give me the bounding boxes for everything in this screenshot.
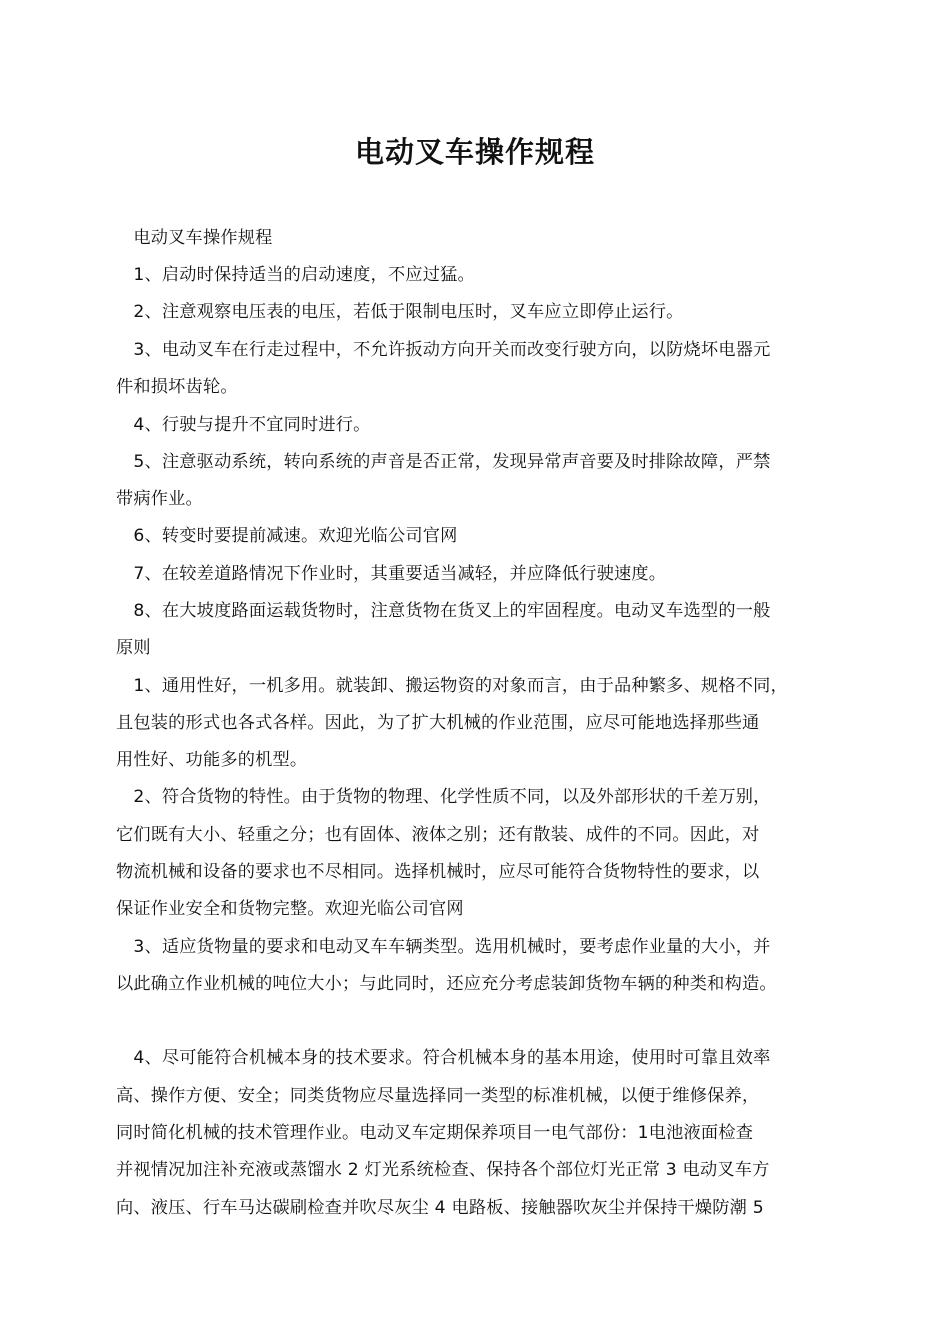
body-line: 件和损坏齿轮。 [116,377,238,397]
body-line: 电动叉车操作规程 [116,228,273,248]
body-line: 7、在较差道路情况下作业时，其重要适当减轻，并应降低行驶速度。 [116,564,667,584]
body-line: 向、液压、行车马达碳刷检查并吹尽灰尘 4 电路板、接触器吹灰尘并保持干燥防潮 5 [116,1198,764,1218]
body-line: 高、操作方便、安全；同类货物应尽量选择同一类型的标准机械，以便于维修保养， [116,1086,760,1106]
body-line: 2、注意观察电压表的电压，若低于限制电压时，叉车应立即停止运行。 [116,302,684,322]
body-line: 6、转变时要提前减速。欢迎光临公司官网 [116,526,458,546]
body-line: 并视情况加注补充液或蒸馏水 2 灯光系统检查、保持各个部位灯光正常 3 电动叉车方 [116,1160,770,1180]
body-line: 原则 [116,638,151,658]
body-line: 1、通用性好，一机多用。就装卸、搬运物资的对象而言，由于品种繁多、规格不同， [116,676,788,696]
document-title: 电动叉车操作规程 [354,135,595,169]
body-line: 4、行驶与提升不宜同时进行。 [116,415,371,435]
body-line: 8、在大坡度路面运载货物时，注意货物在货叉上的牢固程度。电动叉车选型的一般 [116,601,771,621]
body-line: 它们既有大小、轻重之分；也有固体、液体之别；还有散装、成件的不同。因此，对 [116,825,760,845]
body-line: 3、电动叉车在行走过程中，不允许扳动方向开关而改变行驶方向，以防烧坏电器元 [116,340,771,360]
body-line: 5、注意驱动系统，转向系统的声音是否正常，发现异常声音要及时排除故障，严禁 [116,452,771,472]
body-line: 4、尽可能符合机械本身的技术要求。符合机械本身的基本用途，使用时可靠且效率 [116,1048,771,1068]
body-line: 3、适应货物量的要求和电动叉车车辆类型。选用机械时，要考虑作业量的大小，并 [116,937,771,957]
body-line: 且包装的形式也各式各样。因此，为了扩大机械的作业范围，应尽可能地选择那些通 [116,713,760,733]
body-line: 以此确立作业机械的吨位大小；与此同时，还应充分考虑装卸货物车辆的种类和构造。 [116,974,777,994]
body-line: 2、符合货物的特性。由于货物的物理、化学性质不同，以及外部形状的千差万别， [116,787,771,807]
body-line: 带病作业。 [116,489,203,509]
body-line: 物流机械和设备的要求也不尽相同。选择机械时，应尽可能符合货物特性的要求，以 [116,862,760,882]
body-line: 保证作业安全和货物完整。欢迎光临公司官网 [116,899,464,919]
body-line: 同时简化机械的技术管理作业。电动叉车定期保养项目一电气部份：1电池液面检查 [116,1123,754,1143]
body-line: 1、启动时保持适当的启动速度，不应过猛。 [116,265,475,285]
body-line: 用性好、功能多的机型。 [116,750,308,770]
